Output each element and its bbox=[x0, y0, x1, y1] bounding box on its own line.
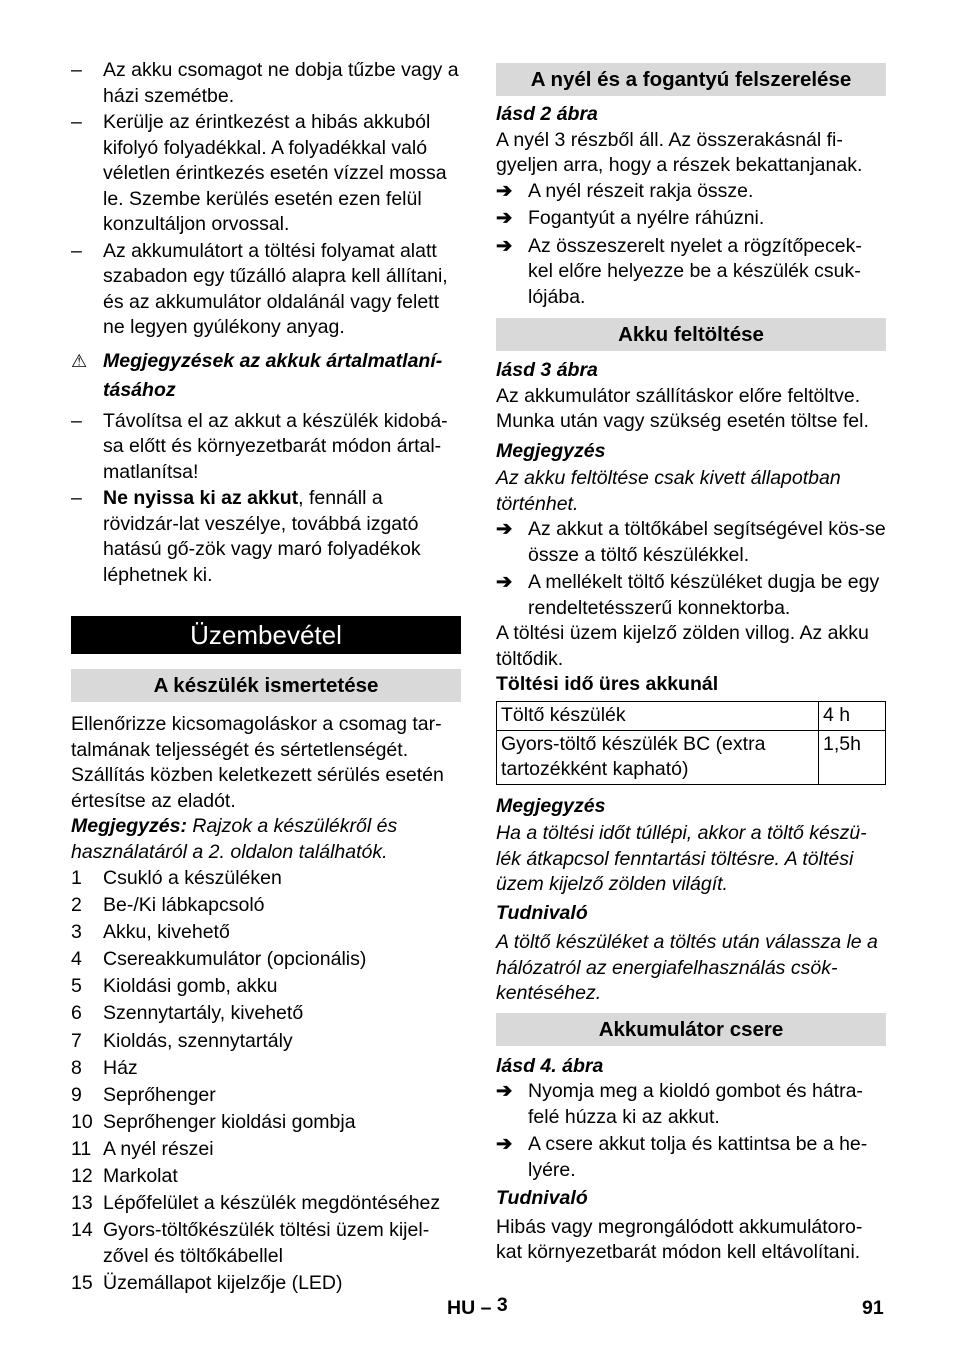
item-text: Be-/Ki lábkapcsoló bbox=[103, 894, 265, 917]
dash-marker: – bbox=[71, 239, 82, 262]
step-text: Fogantyút a nyélre ráhúzni. bbox=[528, 207, 765, 229]
step-item bbox=[496, 1132, 886, 1183]
note-label: Megjegyzés bbox=[496, 794, 606, 817]
note-label: Megjegyzés: bbox=[71, 815, 187, 837]
paragraph: Az akkumulátor szállításkor előre feltöltve. Munka után vagy szükség esetén töltse fel. bbox=[496, 384, 869, 432]
parts-list-item bbox=[71, 1164, 461, 1190]
parts-list-item bbox=[71, 1110, 461, 1136]
footer-separator: – bbox=[480, 1297, 492, 1319]
info-text: Hibás vagy megrongálódott akkumulátoro-kat környezetbarát módon kell eltávolítani. bbox=[496, 1215, 863, 1263]
list-item-text: Távolítsa el az akkut a készülék kidobá-sa előtt és környezetbarát módon ártal-matlanítsa! bbox=[103, 409, 448, 483]
table-title: Töltési idő üres akkunál bbox=[496, 673, 719, 695]
list-item bbox=[71, 58, 461, 109]
figure-reference: lásd 3 ábra bbox=[496, 359, 598, 381]
parts-list-item bbox=[71, 1137, 461, 1163]
item-text: A nyél részei bbox=[103, 1137, 214, 1160]
arrow-icon: ➔ bbox=[496, 234, 513, 257]
steps-list bbox=[496, 1079, 886, 1183]
item-text: Üzemállapot kijelzője (LED) bbox=[103, 1271, 343, 1294]
page-number: 91 bbox=[862, 1297, 884, 1319]
list-item-text: Az akkumulátort a töltési folyamat alatt szabadon egy tűzálló alapra kell állítani, és az akkumulátor oldalánál vagy felett ne legyen gyúlékony anyag. bbox=[103, 239, 448, 338]
info-text: A töltő készüléket a töltés után válassza le a hálózatról az energiafelhasználás csök-kentéséhez. bbox=[496, 931, 878, 1004]
info-label: Tudnivaló bbox=[496, 901, 588, 924]
step-item bbox=[496, 517, 886, 568]
item-text: Akku, kivehető bbox=[103, 921, 230, 944]
item-text: Kioldás, szennytartály bbox=[103, 1029, 293, 1052]
item-number: 15 bbox=[71, 1271, 93, 1294]
item-text: Csukló a készüléken bbox=[103, 867, 282, 889]
step-text: Az akkut a töltőkábel segítségével kös-se össze a töltő készülékkel. bbox=[528, 518, 886, 566]
parts-list-item bbox=[71, 1029, 461, 1055]
footer-lang: HU bbox=[447, 1297, 476, 1319]
item-text: Ház bbox=[103, 1056, 138, 1079]
device-cell: Töltő készülék bbox=[497, 701, 819, 730]
list-item bbox=[71, 486, 461, 588]
step-text: A csere akkut tolja és kattintsa be a he-lyére. bbox=[528, 1133, 868, 1181]
item-text: Szennytartály, kivehető bbox=[103, 1002, 304, 1025]
subsection-heading: Akkumulátor csere bbox=[496, 1013, 886, 1046]
note-text: Rajzok a készülékről és használatáról a 2. oldalon találhatók. bbox=[71, 815, 398, 863]
parts-list-item bbox=[71, 920, 461, 946]
step-item bbox=[496, 179, 886, 205]
steps-list bbox=[496, 517, 886, 621]
step-item bbox=[496, 570, 886, 621]
warning-title: Megjegyzések az akkuk ártalmatlaní-tásához bbox=[103, 349, 443, 401]
parts-list-item bbox=[71, 1083, 461, 1109]
subsection-heading: A készülék ismertetése bbox=[71, 669, 461, 702]
subsection-heading: A nyél és a fogantyú felszerelése bbox=[496, 63, 886, 96]
warning-heading bbox=[71, 347, 461, 405]
parts-list-item bbox=[71, 893, 461, 919]
step-text: A nyél részeit rakja össze. bbox=[528, 179, 754, 202]
subsection-heading: Akku feltöltése bbox=[496, 318, 886, 351]
figure-reference: lásd 4. ábra bbox=[496, 1054, 604, 1077]
phrase: , fennáll a rövidzár-lat veszélye, továbbá izgató hatású gő-zök vagy maró folyadékok léphetnek ki. bbox=[103, 487, 421, 586]
parts-list-item bbox=[71, 974, 461, 1000]
paragraph: A töltési üzem kijelző zölden villog. Az akku töltődik. bbox=[496, 622, 869, 670]
item-text: Csereakkumulátor (opcionális) bbox=[103, 948, 367, 971]
parts-list bbox=[71, 866, 461, 1296]
paragraph: A nyél 3 részből áll. Az összerakásnál fi-gyeljen arra, hogy a részek bekattanjanak. bbox=[496, 128, 863, 176]
step-text: A mellékelt töltő készüléket dugja be egy rendeltetésszerű konnektorba. bbox=[528, 571, 880, 619]
right-column bbox=[496, 63, 886, 1266]
device-cell: Gyors-töltő készülék BC (extra tartozékként kapható) bbox=[497, 730, 819, 784]
step-item bbox=[496, 234, 886, 311]
item-number: 12 bbox=[71, 1165, 93, 1188]
steps-list bbox=[496, 179, 886, 311]
parts-list-item bbox=[71, 1001, 461, 1027]
note-label: Megjegyzés bbox=[496, 439, 606, 462]
item-number: 1 bbox=[71, 867, 82, 889]
item-text: Seprőhenger bbox=[103, 1083, 216, 1106]
item-number: 7 bbox=[71, 1029, 82, 1052]
item-number: 9 bbox=[71, 1083, 82, 1106]
footer-local-page: 3 bbox=[496, 1294, 508, 1316]
time-cell: 1,5h bbox=[819, 730, 886, 784]
list-item-text bbox=[103, 486, 461, 588]
list-item-text: Az akku csomagot ne dobja tűzbe vagy a házi szemétbe. bbox=[103, 59, 459, 107]
item-number: 8 bbox=[71, 1056, 82, 1079]
list-item-text: Kerülje az érintkezést a hibás akkuból kifolyó folyadékkal. A folyadékkal való véletlen érintkezés esetén vízzel mossa le. Szembe kerülés esetén ezen felül konzultáljon orvossal. bbox=[103, 111, 447, 235]
list-item bbox=[71, 409, 461, 486]
arrow-icon: ➔ bbox=[496, 179, 513, 202]
figure-reference: lásd 2 ábra bbox=[496, 103, 598, 125]
step-text: Az összeszerelt nyelet a rögzítőpecek-kel előre helyezze be a készülék csuk-lójába. bbox=[528, 234, 862, 308]
item-text: Lépőfelület a készülék megdöntéséhez bbox=[103, 1192, 441, 1215]
note-text: Ha a töltési időt túllépi, akkor a töltő készü-lék átkapcsol fenntartási töltésre. A töltési üzem kijelző zölden világít. bbox=[496, 822, 867, 895]
time-cell: 4 h bbox=[819, 701, 886, 730]
arrow-icon: ➔ bbox=[496, 207, 513, 229]
dash-marker: – bbox=[71, 409, 82, 432]
step-item bbox=[496, 206, 886, 232]
dash-marker: – bbox=[71, 487, 82, 509]
item-number: 2 bbox=[71, 894, 82, 917]
item-text: Markolat bbox=[103, 1165, 178, 1188]
section-heading: Üzembevétel bbox=[71, 616, 461, 654]
item-text: Kioldási gomb, akku bbox=[103, 975, 278, 998]
charging-time-table bbox=[496, 701, 886, 785]
parts-list-item bbox=[71, 1218, 461, 1269]
note-paragraph bbox=[71, 814, 461, 865]
warning-triangle-icon: ⚠ bbox=[71, 350, 88, 371]
arrow-icon: ➔ bbox=[496, 571, 513, 593]
dash-marker: – bbox=[71, 59, 82, 81]
left-column bbox=[71, 58, 461, 1296]
arrow-icon: ➔ bbox=[496, 1133, 513, 1155]
arrow-icon: ➔ bbox=[496, 1080, 513, 1102]
footer-section-label bbox=[447, 1296, 508, 1322]
note-text: Az akku feltöltése csak kivett állapotban történhet. bbox=[496, 467, 841, 515]
parts-list-item bbox=[71, 1056, 461, 1082]
item-number: 3 bbox=[71, 921, 82, 944]
table-row bbox=[497, 730, 886, 784]
item-number: 5 bbox=[71, 975, 82, 998]
item-number: 11 bbox=[71, 1137, 92, 1160]
list-item bbox=[71, 110, 461, 238]
parts-list-item bbox=[71, 1271, 461, 1297]
list-item bbox=[71, 239, 461, 341]
item-number: 10 bbox=[71, 1110, 93, 1133]
table-row bbox=[497, 701, 886, 730]
item-text: Seprőhenger kioldási gombja bbox=[103, 1110, 356, 1133]
item-number: 13 bbox=[71, 1192, 93, 1215]
bold-phrase: Ne nyissa ki az akkut bbox=[103, 487, 299, 509]
step-item bbox=[496, 1079, 886, 1130]
info-label: Tudnivaló bbox=[496, 1187, 588, 1209]
parts-list-item bbox=[71, 866, 461, 892]
intro-paragraph: Ellenőrizze kicsomagoláskor a csomag tar-talmának teljességét és sértetlenségét. Szállítás közben keletkezett sérülés esetén értesítse az eladót. bbox=[71, 713, 444, 812]
item-text: Gyors-töltőkészülék töltési üzem kijel-zővel és töltőkábellel bbox=[103, 1219, 430, 1267]
item-number: 4 bbox=[71, 948, 82, 971]
dash-marker: – bbox=[71, 111, 82, 133]
step-text: Nyomja meg a kioldó gombot és hátra-felé húzza ki az akkut. bbox=[528, 1080, 863, 1128]
item-number: 14 bbox=[71, 1219, 93, 1242]
item-number: 6 bbox=[71, 1002, 82, 1025]
parts-list-item bbox=[71, 1191, 461, 1217]
parts-list-item bbox=[71, 947, 461, 973]
arrow-icon: ➔ bbox=[496, 518, 513, 540]
